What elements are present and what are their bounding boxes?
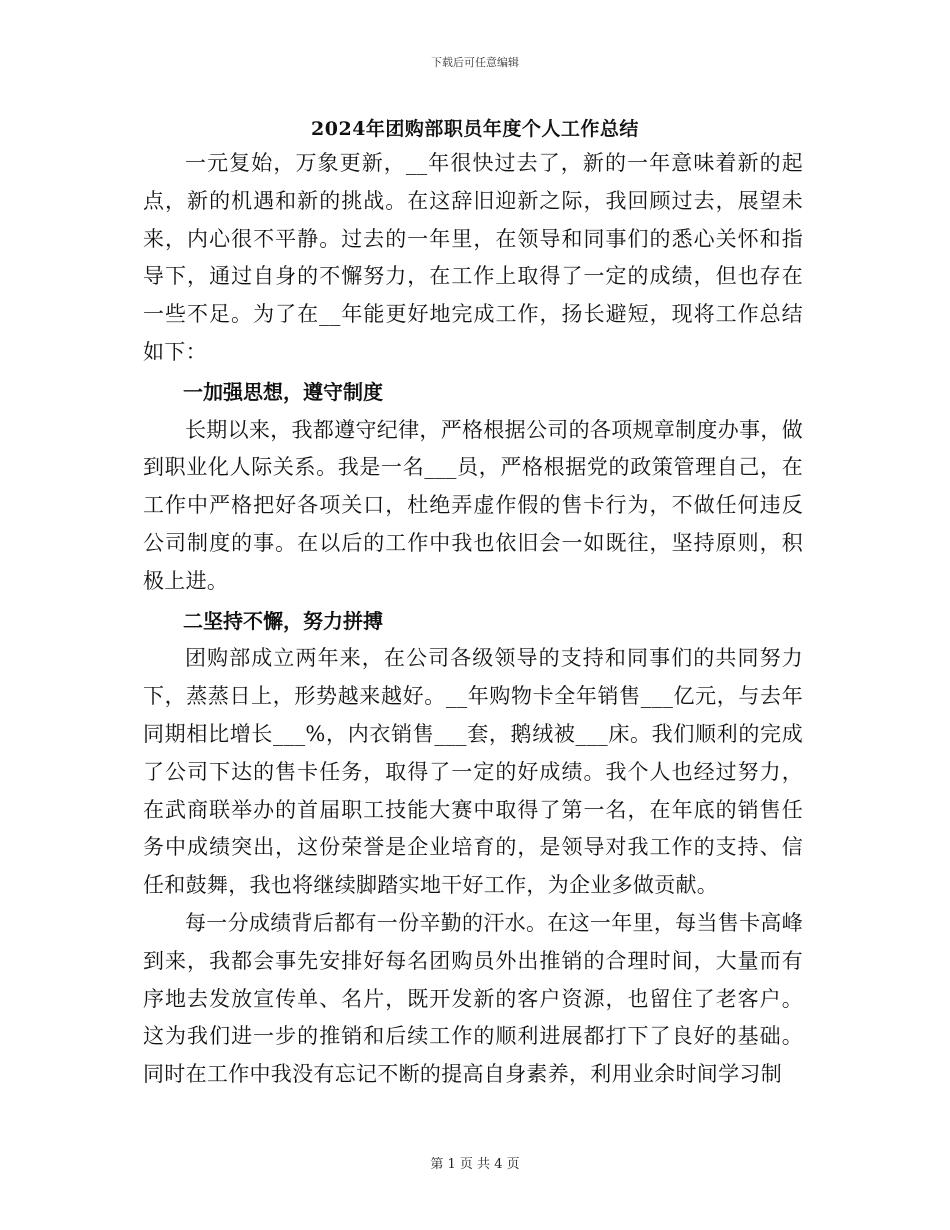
section-2-paragraph-2: 每一分成绩背后都有一份辛勤的汗水。在这一年里，每当售卡高峰到来，我都会事先安排好每名团购员外出推销的合理时间，大量而有序地去发放宣传单、名片，既开发新的客户资源，也留住了老客户。这为我们进一步的推销和后续工作的顺利进展都打下了良好的基础。同时在工作中我没有忘记不断的提高自身素养，利用业余时间学习制 [143,910,803,1087]
section-1-heading: 一加强思想，遵守制度 [183,379,383,404]
document-title: 2024年团购部职员年度个人工作总结 [311,118,639,140]
document-body [143,145,803,1094]
section-2-paragraph-1: 团购部成立两年来，在公司各级领导的支持和同事们的共同努力下，蒸蒸日上，形势越来越好。__年购物卡全年销售___亿元，与去年同期相比增长___%，内衣销售___套，鹅绒被___床。我们顺利的完成了公司下达的售卡任务，取得了一定的好成绩。我个人也经过努力，在武商联举办的首届职工技能大赛中取得了第一名，在年底的销售任务中成绩突出，这份荣誉是企业培育的，是领导对我工作的支持、信任和鼓舞，我也将继续脚踏实地干好工作，为企业多做贡献。 [143,646,803,898]
section-2-heading: 二坚持不懈，努力拼搏 [183,608,383,633]
page-header-note: 下载后可任意编辑 [431,56,519,69]
page-number-footer: 第 1 页 共 4 页 [430,1157,520,1172]
intro-paragraph: 一元复始，万象更新，__年很快过去了，新的一年意味着新的起点，新的机遇和新的挑战。在这辞旧迎新之际，我回顾过去，展望未来，内心很不平静。过去的一年里，在领导和同事们的悉心关怀和指导下，通过自身的不懈努力，在工作上取得了一定的成绩，但也存在一些不足。为了在__年能更好地完成工作，扬长避短，现将工作总结如下： [143,151,803,364]
section-1-paragraph: 长期以来，我都遵守纪律，严格根据公司的各项规章制度办事，做到职业化人际关系。我是一名___员，严格根据党的政策管理自己，在工作中严格把好各项关口，杜绝弄虚作假的售卡行为，不做任何违反公司制度的事。在以后的工作中我也依旧会一如既往，坚持原则，积极上进。 [143,417,803,593]
